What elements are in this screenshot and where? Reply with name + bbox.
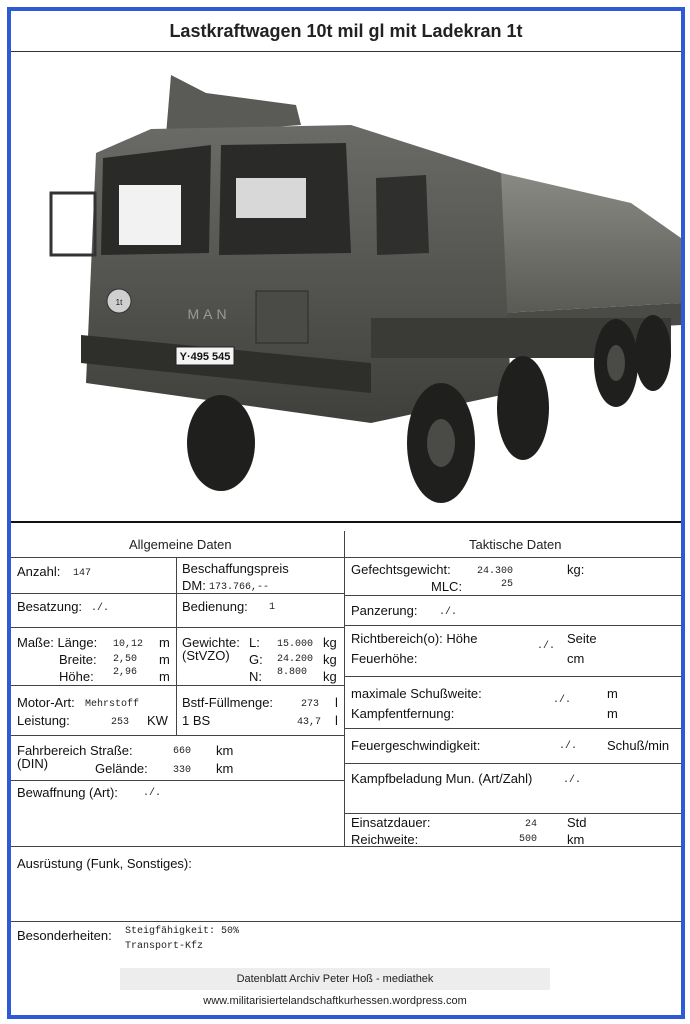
- panzerung-value: ./.: [439, 607, 458, 618]
- gewicht-l-label: L:: [249, 635, 260, 650]
- fahrbereich-label: Fahrbereich Straße:: [17, 743, 133, 758]
- gewicht-g-label: G:: [249, 652, 263, 667]
- mlc-value: 25: [501, 579, 514, 590]
- kampfbeladung-label: Kampfbeladung Mun. (Art/Zahl): [351, 771, 533, 786]
- gewicht-g-value: 24.200: [277, 654, 314, 665]
- bs-unit: l: [335, 713, 338, 728]
- anzahl-value: 147: [73, 568, 92, 579]
- richtbereich-seite: Seite: [567, 631, 597, 646]
- bs-value: 43,7: [297, 717, 322, 728]
- bewaffnung-label: Bewaffnung (Art):: [17, 785, 118, 800]
- gefechtsgewicht-label: Gefechtsgewicht:: [351, 562, 451, 577]
- besonderheiten-line-1: Steigfähigkeit: 50%: [125, 926, 240, 937]
- breite-label: Breite:: [59, 652, 97, 667]
- preis-unit: DM:: [182, 578, 206, 593]
- feuerhoehe-label: Feuerhöhe:: [351, 651, 418, 666]
- brand-text: MAN: [187, 306, 231, 322]
- einsatzdauer-value: 24: [525, 819, 538, 830]
- section-tactical-header: Taktische Daten: [469, 537, 562, 552]
- feuergeschw-value: ./.: [559, 741, 578, 752]
- anzahl-label: Anzahl:: [17, 564, 61, 579]
- breite-unit: m: [159, 652, 170, 667]
- besatzung-value: ./.: [91, 603, 110, 614]
- reichweite-unit: km: [567, 832, 585, 847]
- data-sheet: [11, 523, 681, 1015]
- feuerhoehe-unit: cm: [567, 651, 585, 666]
- gewicht-n-value: 8.800: [277, 667, 308, 678]
- motor-label: Motor-Art:: [17, 695, 75, 710]
- schussweite-unit: m: [607, 686, 618, 701]
- gelaende-value: 330: [173, 765, 192, 776]
- wheel-rear-2: [635, 315, 671, 391]
- breite-value: 2,50: [113, 654, 138, 665]
- page-title: Lastkraftwagen 10t mil gl mit Ladekran 1t: [169, 21, 523, 41]
- fahrbereich-strasse-value: 660: [173, 746, 192, 757]
- leistung-value: 253: [111, 717, 130, 728]
- roof-tarp: [166, 75, 301, 135]
- column-divider: [344, 531, 345, 846]
- hoehe-value: 2,96: [113, 667, 138, 678]
- datasheet-frame: [7, 7, 685, 1019]
- ausruestung-label: Ausrüstung (Funk, Sonstiges):: [17, 856, 192, 871]
- fahrbereich-din: (DIN): [17, 756, 49, 771]
- gelaende-unit: km: [216, 761, 234, 776]
- leistung-label: Leistung:: [17, 713, 70, 728]
- kampfbeladung-value: ./.: [563, 775, 582, 786]
- gewicht-n-unit: kg: [323, 669, 337, 684]
- reichweite-value: 500: [519, 834, 538, 845]
- laenge-unit: m: [159, 635, 170, 650]
- fuell-unit: l: [335, 695, 338, 710]
- mlc-label: MLC:: [431, 579, 463, 594]
- besonderheiten-label: Besonderheiten:: [17, 928, 112, 943]
- masse-label: Maße: Länge:: [17, 635, 98, 650]
- gelaende-label: Gelände:: [95, 761, 148, 776]
- schussweite-label: maximale Schußweite:: [351, 686, 482, 701]
- hoehe-unit: m: [159, 669, 170, 684]
- feuergeschw-label: Feuergeschwindigkeit:: [351, 738, 481, 753]
- kampfentfernung-unit: m: [607, 706, 618, 721]
- besatzung-label: Besatzung:: [17, 599, 83, 614]
- gewicht-l-value: 15.000: [277, 639, 314, 650]
- truck-photo: [31, 63, 681, 513]
- svg-text:Y·495 545: Y·495 545: [179, 351, 231, 363]
- gewicht-l-unit: kg: [323, 635, 337, 650]
- besonderheiten-line-2: Transport-Kfz: [125, 941, 204, 952]
- reichweite-label: Reichweite:: [351, 832, 419, 847]
- bedienung-value: 1: [269, 602, 276, 613]
- leistung-unit: KW: [147, 713, 168, 728]
- gefechtsgewicht-unit: kg:: [567, 562, 585, 577]
- preis-value: 173.766,--: [209, 582, 270, 593]
- gewichte-label: Gewichte:: [182, 635, 240, 650]
- kampfentfernung-label: Kampfentfernung:: [351, 706, 455, 721]
- richtbereich-label: Richtbereich(o): Höhe: [351, 631, 478, 646]
- bs-label: 1 BS: [182, 713, 211, 728]
- panzerung-label: Panzerung:: [351, 603, 418, 618]
- gefechtsgewicht-value: 24.300: [477, 566, 514, 577]
- gewicht-g-unit: kg: [323, 652, 337, 667]
- preis-label: Beschaffungspreis: [182, 561, 289, 576]
- fuell-value: 273: [301, 699, 320, 710]
- footer-credit: Datenblatt Archiv Peter Hoß - mediathek www.militarisiertelandschaftkurhessen.wordpress.com: [120, 968, 550, 990]
- einsatzdauer-label: Einsatzdauer:: [351, 815, 431, 830]
- feuergeschw-unit: Schuß/min: [607, 738, 670, 753]
- richtbereich-value: ./.: [537, 641, 556, 652]
- fahrbereich-strasse-unit: km: [216, 743, 234, 758]
- laenge-value: 10,12: [113, 639, 144, 650]
- bewaffnung-value: ./.: [143, 788, 162, 799]
- wheel-front-right-2: [497, 356, 549, 460]
- bedienung-label: Bedienung:: [182, 599, 248, 614]
- fuell-label: Bstf-Füllmenge:: [182, 695, 274, 710]
- hoehe-label: Höhe:: [59, 669, 94, 684]
- schussweite-value: ./.: [553, 695, 572, 706]
- einsatzdauer-unit: Std: [567, 815, 587, 830]
- section-general-header: Allgemeine Daten: [129, 537, 232, 552]
- svg-text:1t: 1t: [115, 298, 123, 307]
- motor-value: Mehrstoff: [85, 699, 140, 710]
- wheel-front-left: [187, 395, 255, 491]
- tarp-cover: [501, 173, 681, 313]
- gewichte-sub: (StVZO): [182, 648, 230, 663]
- title-divider: [11, 51, 681, 52]
- gewicht-n-label: N:: [249, 669, 262, 684]
